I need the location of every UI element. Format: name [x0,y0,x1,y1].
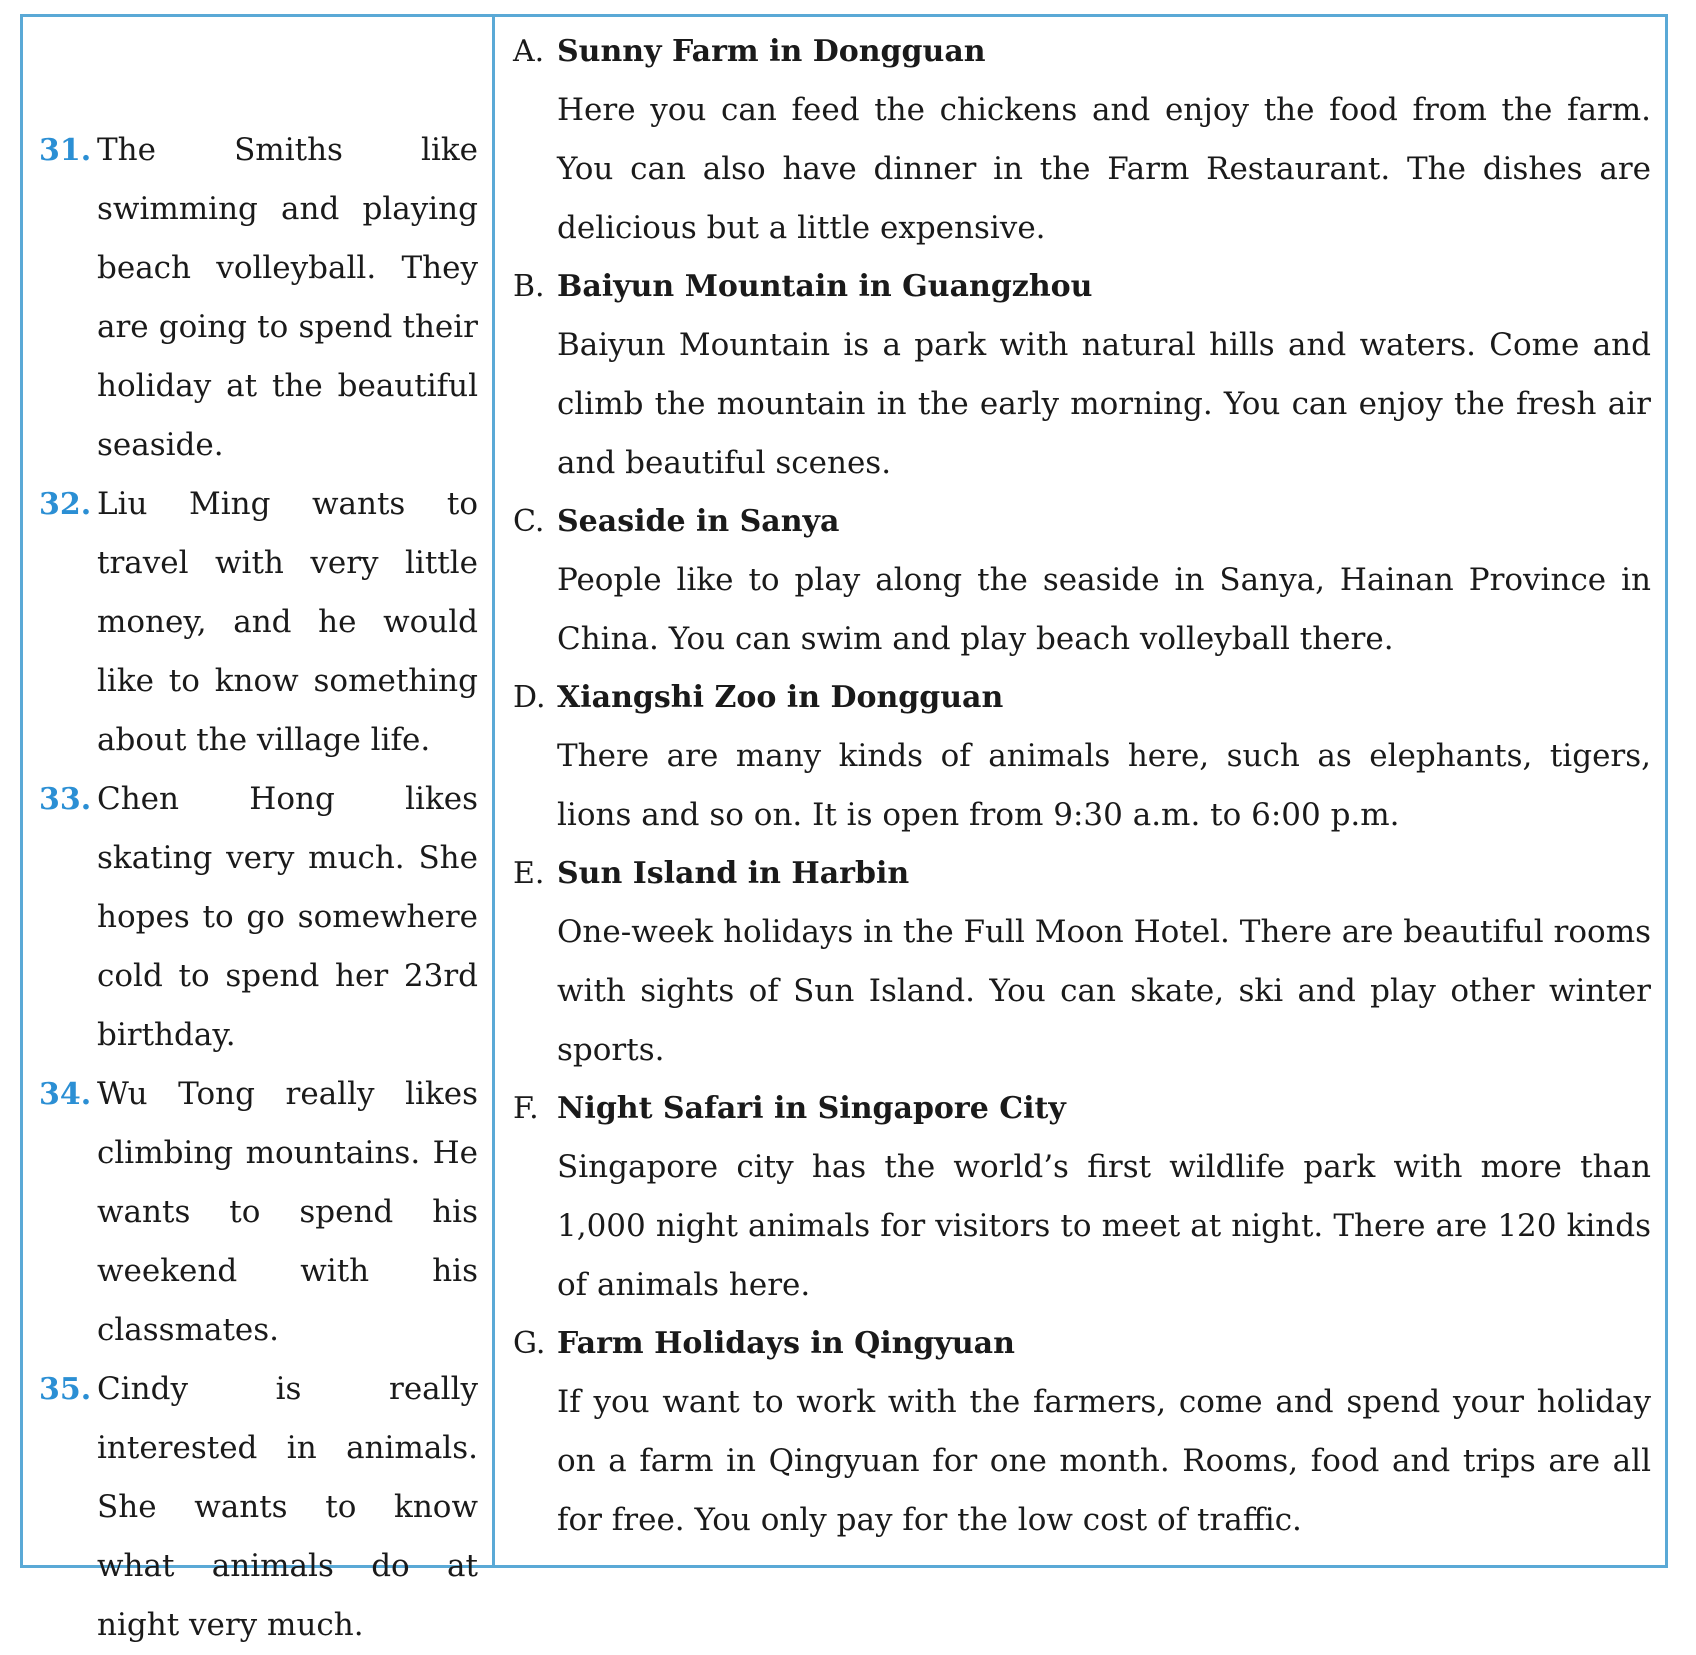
question-number: 32. [39,487,92,522]
option-letter: E. [513,856,545,891]
option-title: Sunny Farm in Dongguan [557,34,986,69]
question-31 [39,121,478,475]
options-column [495,17,1665,1565]
option-title: Sun Island in Harbin [557,856,910,891]
option-f [513,1080,1651,1315]
question-text: Chen Hong likes skating very much. She hopes to go somewhere cold to spend her 23rd birthday. [97,781,478,1053]
option-title: Night Safari in Singapore City [557,1091,1066,1126]
question-text: Liu Ming wants to travel with very little money, and he would like to know something about the village life. [97,486,478,758]
question-35 [39,1360,478,1655]
option-title: Farm Holidays in Qingyuan [557,1326,1015,1361]
option-letter: B. [513,269,545,304]
option-letter: F. [513,1091,539,1126]
option-letter: A. [513,34,545,69]
matching-exercise-table [20,14,1668,1643]
question-number: 33. [39,782,92,817]
question-text: Wu Tong really likes climbing mountains. He wants to spend his weekend with his classmates. [97,1076,478,1348]
option-description: If you want to work with the farmers, come and spend your holiday on a farm in Qingyuan for one month. Rooms, food and trips are all for free. You only pay for the low cost of traffic. [557,1384,1651,1538]
option-description: Baiyun Mountain is a park with natural hills and waters. Come and climb the mountain in the early morning. You can enjoy the fresh air and beautiful scenes. [557,327,1651,481]
option-letter: G. [513,1326,546,1361]
option-description: Singapore city has the world’s first wildlife park with more than 1,000 night animals for visitors to meet at night. There are 120 kinds of animals here. [557,1149,1651,1303]
option-heading [513,845,1651,903]
option-b [513,258,1651,493]
option-description: One-week holidays in the Full Moon Hotel. There are beautiful rooms with sights of Sun Island. You can skate, ski and play other winter sports. [557,914,1651,1068]
option-heading [513,23,1651,81]
question-text: Cindy is really interested in animals. She wants to know what animals do at night very much. [97,1371,478,1643]
question-number: 31. [39,133,92,168]
option-title: Xiangshi Zoo in Dongguan [557,680,1004,715]
option-d [513,669,1651,845]
option-heading [513,1315,1651,1373]
option-g [513,1315,1651,1550]
question-33 [39,770,478,1065]
option-title: Baiyun Mountain in Guangzhou [557,269,1093,304]
option-heading [513,669,1651,727]
option-c [513,493,1651,669]
question-32 [39,475,478,770]
question-34 [39,1065,478,1360]
option-letter: D. [513,680,546,715]
option-e [513,845,1651,1080]
question-number: 34. [39,1077,92,1112]
option-heading [513,1080,1651,1138]
option-heading [513,258,1651,316]
option-title: Seaside in Sanya [557,504,840,539]
option-description: Here you can feed the chickens and enjoy the food from the farm. You can also have dinner in the Farm Restaurant. The dishes are delicious but a little expensive. [557,92,1651,246]
option-description: There are many kinds of animals here, such as elephants, tigers, lions and so on. It is open from 9:30 a.m. to 6:00 p.m. [557,738,1651,833]
question-number: 35. [39,1372,92,1407]
option-heading [513,493,1651,551]
option-a [513,23,1651,258]
question-text: The Smiths like swimming and playing beach volleyball. They are going to spend their holiday at the beautiful seaside. [97,132,478,463]
option-description: People like to play along the seaside in Sanya, Hainan Province in China. You can swim and play beach volleyball there. [557,562,1651,657]
questions-column [23,17,495,1643]
option-letter: C. [513,504,545,539]
